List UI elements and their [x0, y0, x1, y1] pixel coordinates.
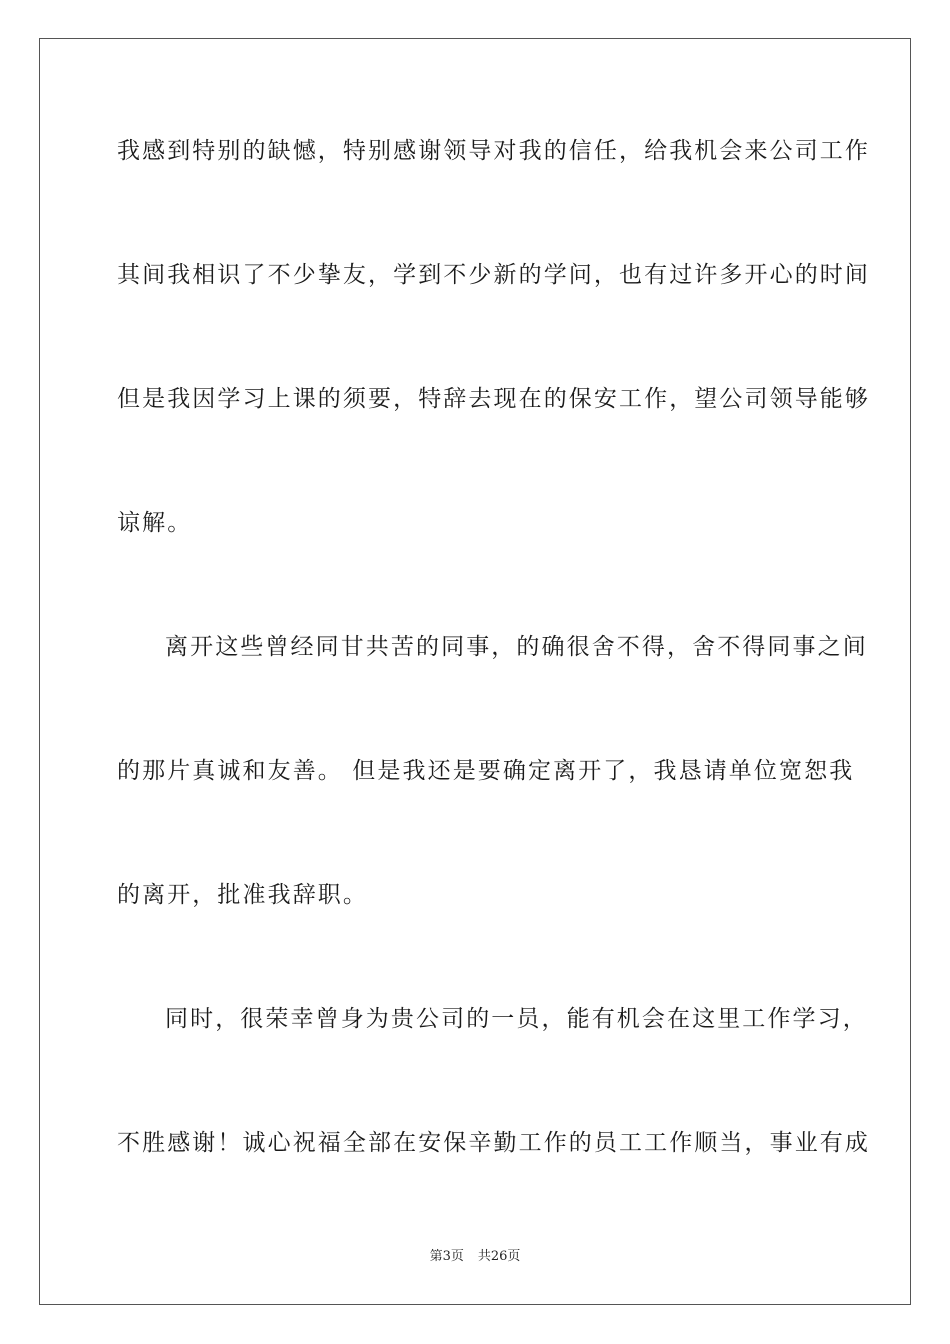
paragraph-line: 不胜感谢！诚心祝福全部在安保辛勤工作的员工工作顺当，事业有成 — [117, 1130, 870, 1156]
paragraph-line: 但是我因学习上课的须要，特辞去现在的保安工作，望公司领导能够 — [117, 386, 870, 412]
paragraph-line: 同时，很荣幸曾身为贵公司的一员，能有机会在这里工作学习， — [165, 1006, 868, 1032]
paragraph-line: 离开这些曾经同甘共苦的同事，的确很舍不得，舍不得同事之间 — [165, 634, 868, 660]
page-footer — [0, 1248, 950, 1266]
paragraph-line: 的离开，批准我辞职。 — [117, 882, 368, 908]
paragraph-line: 其间我相识了不少挚友，学到不少新的学问，也有过许多开心的时间 — [117, 262, 870, 288]
paragraph-line: 的那片真诚和友善。 但是我还是要确定离开了，我恳请单位宽恕我 — [117, 758, 855, 784]
page-border — [39, 38, 911, 1305]
paragraph-line: 我感到特别的缺憾，特别感谢领导对我的信任，给我机会来公司工作 — [117, 138, 870, 164]
page-number: 第3页 — [429, 1249, 464, 1264]
paragraph-line: 谅解。 — [117, 510, 193, 536]
page-total: 共26页 — [477, 1249, 521, 1264]
